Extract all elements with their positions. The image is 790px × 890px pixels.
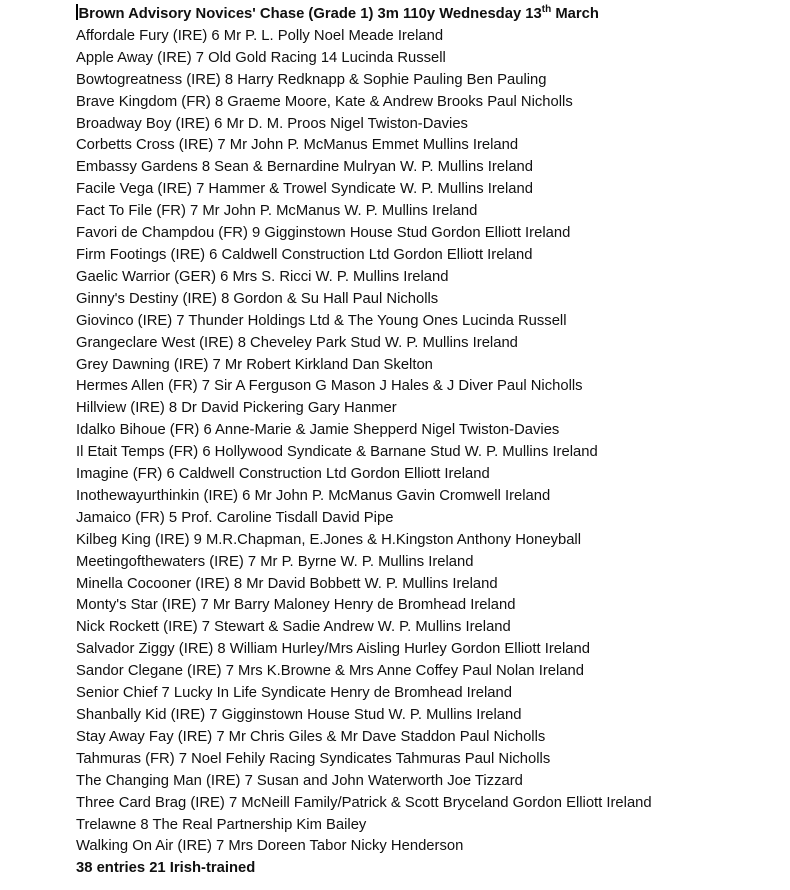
entry-line: Ginny's Destiny (IRE) 8 Gordon & Su Hall Paul Nicholls	[76, 290, 439, 307]
entry-line: Sandor Clegane (IRE) 7 Mrs K.Browne & Mrs Anne Coffey Paul Nolan Ireland	[76, 663, 584, 680]
entry-line: Senior Chief 7 Lucky In Life Syndicate Henry de Bromhead Ireland	[76, 685, 512, 702]
entry-line: Salvador Ziggy (IRE) 8 William Hurley/Mrs Aisling Hurley Gordon Elliott Ireland	[76, 641, 590, 658]
entry-line: Embassy Gardens 8 Sean & Bernardine Mulryan W. P. Mullins Ireland	[76, 159, 534, 176]
ordinal-superscript: th	[541, 4, 552, 16]
entry-line: Firm Footings (IRE) 6 Caldwell Construction Ltd Gordon Elliott Ireland	[76, 246, 533, 263]
entry-line: Walking On Air (IRE) 7 Mrs Doreen Tabor Nicky Henderson	[76, 838, 464, 855]
entry-line: Favori de Champdou (FR) 9 Gigginstown House Stud Gordon Elliott Ireland	[76, 225, 571, 242]
entry-line: Nick Rockett (IRE) 7 Stewart & Sadie Andrew W. P. Mullins Ireland	[76, 619, 511, 636]
entry-line: Hermes Allen (FR) 7 Sir A Ferguson G Mason J Hales & J Diver Paul Nicholls	[76, 378, 583, 395]
entry-line: Affordale Fury (IRE) 6 Mr P. L. Polly Noel Meade Ireland	[76, 27, 444, 44]
text-cursor	[76, 4, 78, 20]
entries-list	[76, 26, 782, 858]
entry-line: Facile Vega (IRE) 7 Hammer & Trowel Syndicate W. P. Mullins Ireland	[76, 181, 533, 198]
entry-line: Il Etait Temps (FR) 6 Hollywood Syndicate & Barnane Stud W. P. Mullins Ireland	[76, 444, 598, 461]
entry-line: Minella Cocooner (IRE) 8 Mr David Bobbett W. P. Mullins Ireland	[76, 575, 498, 592]
entry-line: Meetingofthewaters (IRE) 7 Mr P. Byrne W. P. Mullins Ireland	[76, 553, 474, 570]
entry-line: Inothewayurthinkin (IRE) 6 Mr John P. McManus Gavin Cromwell Ireland	[76, 487, 551, 504]
entry-line: Hillview (IRE) 8 Dr David Pickering Gary Hanmer	[76, 400, 397, 417]
entry-line: Idalko Bihoue (FR) 6 Anne-Marie & Jamie Shepperd Nigel Twiston-Davies	[76, 422, 560, 439]
entry-line: Bowtogreatness (IRE) 8 Harry Redknapp & Sophie Pauling Ben Pauling	[76, 71, 547, 88]
entry-line: Grangeclare West (IRE) 8 Cheveley Park Stud W. P. Mullins Ireland	[76, 334, 518, 351]
entry-line: Broadway Boy (IRE) 6 Mr D. M. Proos Nigel Twiston-Davies	[76, 115, 468, 132]
entry-line: Imagine (FR) 6 Caldwell Construction Ltd Gordon Elliott Ireland	[76, 466, 490, 483]
entry-line: Monty's Star (IRE) 7 Mr Barry Maloney Henry de Bromhead Ireland	[76, 597, 516, 614]
entry-line: Brave Kingdom (FR) 8 Graeme Moore, Kate & Andrew Brooks Paul Nicholls	[76, 93, 573, 110]
entry-line: Corbetts Cross (IRE) 7 Mr John P. McManus Emmet Mullins Ireland	[76, 137, 519, 154]
entry-line: Kilbeg King (IRE) 9 M.R.Chapman, E.Jones & H.Kingston Anthony Honeyball	[76, 531, 582, 548]
entry-line: Fact To File (FR) 7 Mr John P. McManus W. P. Mullins Ireland	[76, 203, 478, 220]
entry-line: Trelawne 8 The Real Partnership Kim Bailey	[76, 816, 367, 833]
entry-line: Giovinco (IRE) 7 Thunder Holdings Ltd & The Young Ones Lucinda Russell	[76, 312, 567, 329]
race-title	[76, 4, 782, 26]
entry-line: Gaelic Warrior (GER) 6 Mrs S. Ricci W. P. Mullins Ireland	[76, 268, 449, 285]
entry-line: Tahmuras (FR) 7 Noel Fehily Racing Syndicates Tahmuras Paul Nicholls	[76, 750, 551, 767]
race-title-suffix: March	[551, 6, 599, 22]
entry-line: The Changing Man (IRE) 7 Susan and John Waterworth Joe Tizzard	[76, 772, 523, 789]
race-title-prefix: Brown Advisory Novices' Chase (Grade 1) 3m 110y Wednesday 13	[78, 6, 542, 22]
entry-line: Stay Away Fay (IRE) 7 Mr Chris Giles & Mr Dave Staddon Paul Nicholls	[76, 728, 546, 745]
entry-line: Shanbally Kid (IRE) 7 Gigginstown House Stud W. P. Mullins Ireland	[76, 707, 522, 723]
entry-line: Apple Away (IRE) 7 Old Gold Racing 14 Lucinda Russell	[76, 49, 446, 66]
entry-line: Three Card Brag (IRE) 7 McNeill Family/Patrick & Scott Bryceland Gordon Elliott Ireland	[76, 794, 652, 811]
entry-line: Grey Dawning (IRE) 7 Mr Robert Kirkland Dan Skelton	[76, 356, 433, 373]
entry-line: Jamaico (FR) 5 Prof. Caroline Tisdall David Pipe	[76, 509, 394, 526]
summary-line: 38 entries 21 Irish-trained	[76, 860, 256, 877]
